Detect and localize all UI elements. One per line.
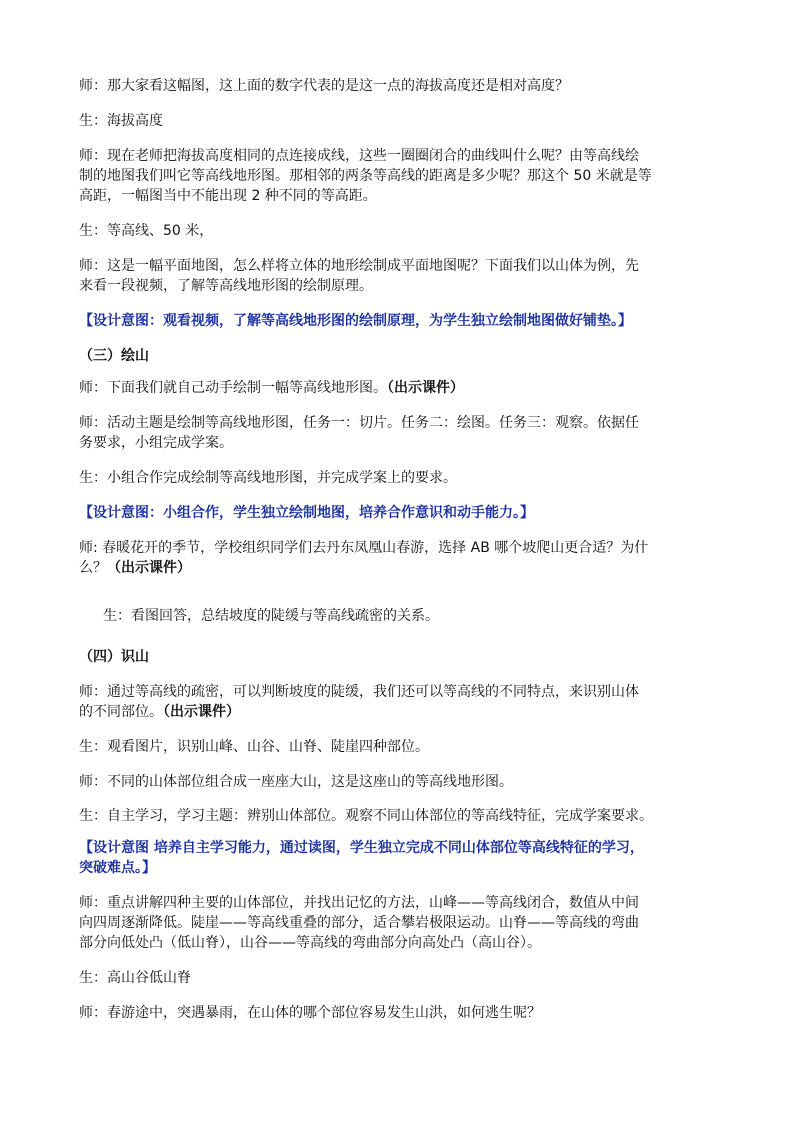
paragraph-student-answer-5: [79, 737, 429, 757]
text: 来看一段视频，了解等高线地形图的绘制原理。: [79, 278, 373, 294]
paragraph-teacher-3-line-2: [79, 276, 373, 296]
paragraph-teacher-2-line-1: [79, 146, 639, 166]
paragraph-teacher-10: [79, 1003, 541, 1023]
design-intent-3-line-2: [79, 858, 156, 878]
text: 生：高山谷低山脊: [79, 970, 191, 986]
section-heading-4: [79, 647, 149, 667]
show-slides-note: （出示课件）: [107, 560, 191, 576]
paragraph-teacher-9-line-3: [79, 933, 541, 953]
show-slides-note: （出示课件）: [387, 380, 464, 396]
text: 【设计意图 培养自主学习能力，通过读图，学生独立完成不同山体部位等高线特征的学习，: [79, 840, 644, 856]
text: 师：活动主题是绘制等高线地形图，任务一：切片。任务二：绘图。任务三：观察。依据任: [79, 415, 639, 431]
text: 师：下面我们就自己动手绘制一幅等高线地形图。: [79, 380, 387, 396]
text: 【设计意图：观看视频，了解等高线地形图的绘制原理，为学生独立绘制地图做好铺垫。】: [79, 313, 632, 329]
text: 师：通过等高线的疏密，可以判断坡度的陡缓，我们还可以等高线的不同特点，来识别山体: [79, 684, 639, 700]
design-intent-1: [79, 311, 632, 331]
design-intent-2: [79, 503, 534, 523]
paragraph-teacher-9-line-2: [79, 913, 639, 933]
text: 生：海拔高度: [79, 113, 163, 129]
section-heading-3: [79, 346, 149, 366]
text: 务要求，小组完成学案。: [79, 435, 233, 451]
paragraph-student-answer-1: [79, 111, 163, 131]
paragraph-teacher-6-line-2: [79, 558, 191, 578]
text: 制的地图我们叫它等高线地形图。那相邻的两条等高线的距离是多少呢？那这个 50 米就是等: [79, 168, 652, 184]
paragraph-teacher-3-line-1: [79, 256, 639, 276]
text: 生：自主学习，学习主题：辨别山体部位。观察不同山体部位的等高线特征，完成学案要求。: [79, 808, 653, 824]
paragraph-teacher-2-line-3: [79, 186, 377, 206]
text: 师：春游途中，突遇暴雨，在山体的哪个部位容易发生山洪，如何逃生呢？: [79, 1005, 541, 1021]
text: 【设计意图：小组合作，学生独立绘制地图，培养合作意识和动手能力。】: [79, 505, 534, 521]
paragraph-teacher-6-line-1: [79, 538, 648, 558]
paragraph-student-answer-2: [79, 221, 213, 241]
paragraph-teacher-4: [79, 378, 464, 398]
text: 生：等高线、50 米，: [79, 223, 214, 239]
paragraph-student-answer-7: [79, 968, 191, 988]
paragraph-teacher-8: [79, 772, 513, 792]
text: 生：看图回答，总结坡度的陡缓与等高线疏密的关系。: [103, 608, 439, 624]
paragraph-student-answer-6: [79, 806, 653, 826]
text: 师：重点讲解四种主要的山体部位，并找出记忆的方法，山峰——等高线闭合，数值从中间: [79, 895, 639, 911]
paragraph-teacher-2-line-2: [79, 166, 652, 186]
paragraph-student-answer-3: [79, 468, 457, 488]
text: 部分向低处凸（低山脊），山谷——等高线的弯曲部分向高处凸（高山谷）。: [79, 935, 541, 951]
paragraph-student-answer-4: [103, 606, 439, 626]
text: 的不同部位。: [79, 704, 163, 720]
text: 高距，一幅图当中不能出现 2 种不同的等高距。: [79, 188, 377, 204]
paragraph-teacher-5-line-2: [79, 433, 233, 453]
text: 师: 春暖花开的季节，学校组织同学们去丹东凤凰山春游，选择 AB 哪个坡爬山更合适？为什: [79, 540, 649, 556]
design-intent-3-line-1: [79, 838, 644, 858]
text: 生：小组合作完成绘制等高线地形图，并完成学案上的要求。: [79, 470, 457, 486]
paragraph-teacher-7-line-2: [79, 702, 240, 722]
text: 师：不同的山体部位组合成一座座大山，这是这座山的等高线地形图。: [79, 774, 513, 790]
text: 师：现在老师把海拔高度相同的点连接成线，这些一圈圈闭合的曲线叫什么呢？由等高线绘: [79, 148, 639, 164]
paragraph-teacher-question-1: [79, 76, 569, 96]
text: 生：观看图片，识别山峰、山谷、山脊、陡崖四种部位。: [79, 739, 429, 755]
text: 突破难点。】: [79, 860, 156, 876]
text: 师：这是一幅平面地图，怎么样将立体的地形绘制成平面地图呢？下面我们以山体为例，先: [79, 258, 639, 274]
text: （四）识山: [79, 649, 149, 665]
show-slides-note: （出示课件）: [163, 704, 240, 720]
text: 师：那大家看这幅图，这上面的数字代表的是这一点的海拔高度还是相对高度？: [79, 78, 569, 94]
text: （三）绘山: [79, 348, 149, 364]
text: 么？: [79, 560, 107, 576]
text: 向四周逐渐降低。陡崖——等高线重叠的部分，适合攀岩极限运动。山脊——等高线的弯曲: [79, 915, 639, 931]
paragraph-teacher-7-line-1: [79, 682, 639, 702]
paragraph-teacher-9-line-1: [79, 893, 639, 913]
paragraph-teacher-5-line-1: [79, 413, 639, 433]
